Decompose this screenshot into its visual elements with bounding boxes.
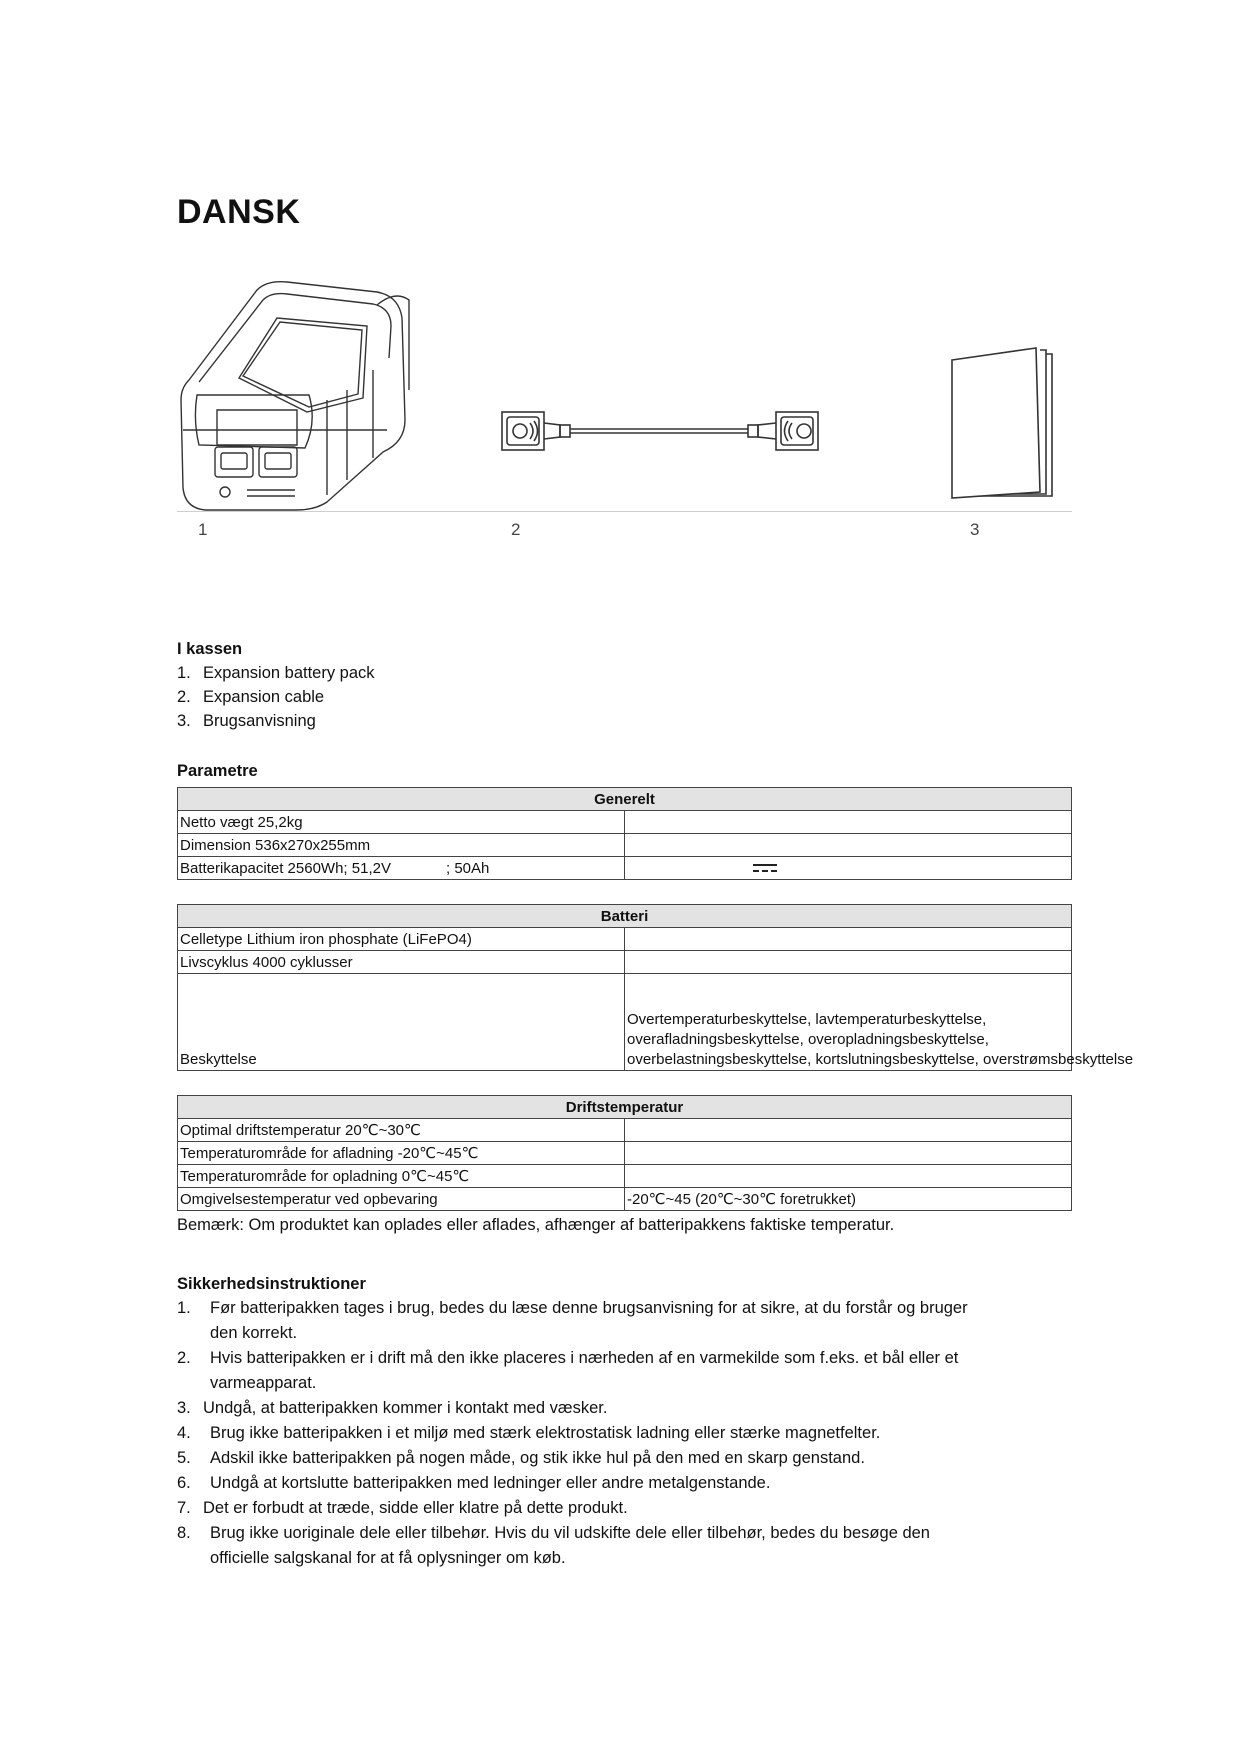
list-item: 3. Brugsanvisning xyxy=(177,712,316,730)
battery-table xyxy=(177,904,1134,1071)
table-row: Livscyklus 4000 cyklusser xyxy=(178,951,1072,974)
figure-number-3: 3 xyxy=(970,520,980,539)
list-item: 6. Undgå at kortslutte batteripakken med ledninger eller andre metalgenstande. xyxy=(177,1474,771,1492)
table-row: Dimension 536x270x255mm xyxy=(178,834,1072,857)
general-header: Generelt xyxy=(178,788,1072,811)
expansion-cable-illustration xyxy=(500,408,820,454)
battery-pack-illustration xyxy=(177,270,417,515)
list-item: 4. Brug ikke batteripakken i et miljø med stærk elektrostatisk ladning eller stærke magnetfelter. xyxy=(177,1424,881,1442)
list-item: 8. Brug ikke uoriginale dele eller tilbehør. Hvis du vil udskifte dele eller tilbehør, bedes du besøge den officielle salgskanal for at få oplysninger om køb. xyxy=(177,1524,930,1567)
parameters-note: Bemærk: Om produktet kan oplades eller aflades, afhænger af batteripakkens faktiske temperatur. xyxy=(177,1216,895,1234)
operating-temperature-table xyxy=(177,1095,1072,1211)
list-item: 2. Hvis batteripakken er i drift må den ikke placeres i nærheden af en varmekilde som f.eks. et bål eller et varmeapparat. xyxy=(177,1349,959,1392)
general-table xyxy=(177,787,1072,880)
operating-temperature-header: Driftstemperatur xyxy=(178,1096,1072,1119)
parameters-table xyxy=(177,787,1134,1237)
manual-booklet-illustration xyxy=(948,346,1060,502)
table-row: Batterikapacitet 2560Wh; 51,2V ; 50Ah xyxy=(178,857,1072,880)
table-row: Beskyttelse Overtemperaturbeskyttelse, lavtemperaturbeskyttelse, overafladningsbeskyttelse, overopladningsbeskyttelse, overbelastningsbeskyttelse, kortslutningsbeskyttelse, overstrømsbeskyttelse xyxy=(178,974,1072,1071)
figure-divider xyxy=(177,511,1072,512)
parameters-heading: Parametre xyxy=(177,762,258,780)
list-item: 1. Expansion battery pack xyxy=(177,664,375,682)
safety-heading: Sikkerhedsinstruktioner xyxy=(177,1275,366,1293)
list-item: 1. Før batteripakken tages i brug, bedes du læse denne brugsanvisning for at sikre, at du forstår og bruger den korrekt. xyxy=(177,1299,968,1342)
table-row: Temperaturområde for opladning 0℃~45℃ xyxy=(178,1165,1072,1188)
dc-symbol-icon xyxy=(753,864,777,874)
table-row: Optimal driftstemperatur 20℃~30℃ xyxy=(178,1119,1072,1142)
in-box-heading: I kassen xyxy=(177,640,243,658)
list-item: 7. Det er forbudt at træde, sidde eller klatre på dette produkt. xyxy=(177,1499,628,1517)
table-row: Celletype Lithium iron phosphate (LiFePO4) xyxy=(178,928,1072,951)
table-row: Netto vægt 25,2kg xyxy=(178,811,1072,834)
list-item: 5. Adskil ikke batteripakken på nogen måde, og stik ikke hul på den med en skarp genstand. xyxy=(177,1449,865,1467)
in-box-section xyxy=(177,637,1077,733)
figure-number-1: 1 xyxy=(198,520,208,539)
figure-number-2: 2 xyxy=(511,520,521,539)
list-item: 3. Undgå, at batteripakken kommer i kontakt med væsker. xyxy=(177,1399,608,1417)
battery-header: Batteri xyxy=(178,905,1072,928)
safety-section xyxy=(177,1272,1077,1571)
page-title: DANSK xyxy=(177,193,301,231)
protection-list: Overtemperaturbeskyttelse, lavtemperaturbeskyttelse, overafladningsbeskyttelse, overopladningsbeskyttelse, overbelastningsbeskyttelse, kortslutningsbeskyttelse, overstrømsbeskyttelse xyxy=(627,1011,1134,1068)
list-item: 2. Expansion cable xyxy=(177,688,325,706)
table-row: Temperaturområde for afladning -20℃~45℃ xyxy=(178,1142,1072,1165)
safety-list xyxy=(177,1296,1077,1571)
table-row: Omgivelsestemperatur ved opbevaring -20℃~45 (20℃~30℃ foretrukket) xyxy=(178,1188,1072,1211)
in-box-list xyxy=(177,661,1077,733)
